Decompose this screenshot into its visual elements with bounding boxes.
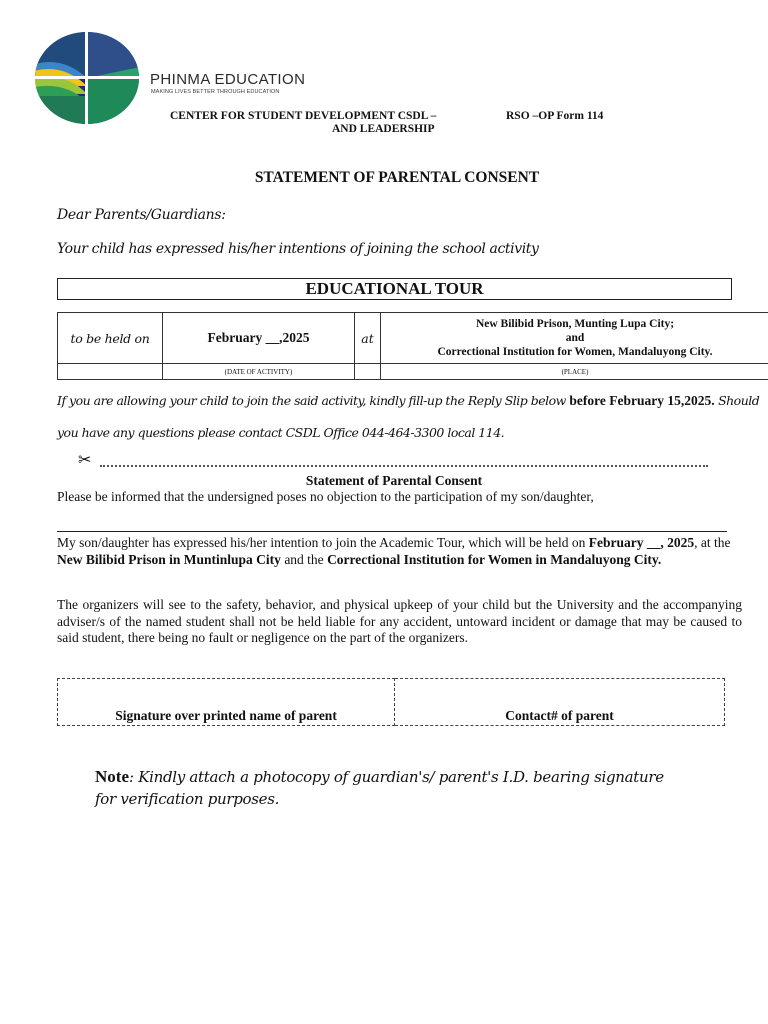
and-the-text: and the [284, 551, 324, 567]
inform-paragraph: Please be informed that the undersigned poses no objection to the participation of my son/daughter, [57, 489, 594, 504]
brand-tagline: MAKING LIVES BETTER THROUGH EDUCATION [151, 89, 280, 95]
note-text: : Kindly attach a photocopy of guardian's/ parent's I.D. bearing signature for verification purposes. [95, 768, 664, 808]
intro-text: Your child has expressed his/her intentions of joining the school activity [57, 241, 539, 257]
contact-instruction: you have any questions please contact CSDL Office 044-464-3300 local 114. [57, 425, 505, 440]
at-the-text: , at the [694, 535, 731, 550]
venue-two: Correctional Institution for Women in Mandaluyong City. [327, 551, 662, 567]
contact-field[interactable]: Contact# of parent [395, 679, 725, 726]
signature-table [57, 678, 725, 726]
expressed-paragraph [57, 535, 742, 568]
activity-details-table [57, 312, 768, 380]
reply-deadline: before February 15,2025. [569, 393, 715, 408]
child-name-blank-line[interactable] [57, 531, 727, 532]
expressed-date: February __, 2025 [588, 535, 695, 550]
salutation: Dear Parents/Guardians: [57, 207, 226, 223]
reply-instruction [57, 393, 759, 409]
venue-one: New Bilibid Prison in Muntinlupa City [57, 551, 281, 567]
office-name-line2: AND LEADERSHIP [332, 123, 435, 135]
date-value: February __,2025 [163, 313, 355, 364]
activity-name-box: EDUCATIONAL TOUR [57, 278, 732, 300]
brand-name: PHINMA EDUCATION [150, 71, 306, 88]
reply-slip-title: Statement of Parental Consent [305, 473, 483, 488]
details-row [58, 313, 768, 364]
place-caption: (PLACE) [381, 364, 768, 380]
expressed-text: My son/daughter has expressed his/her intention to join the Academic Tour, which will be held on [57, 535, 586, 550]
office-name [170, 110, 436, 136]
empty-cell [355, 364, 381, 380]
phinma-education-logo-icon [30, 26, 145, 126]
reply-instruction-tail: Should [718, 393, 760, 408]
reply-instruction-text: If you are allowing your child to join the said activity, kindly fill-up the Reply Slip below [57, 393, 566, 408]
cut-line [100, 465, 708, 467]
scissors-icon: ✂ [78, 450, 92, 469]
note [95, 766, 675, 810]
caption-row [58, 364, 768, 380]
at-label: at [355, 313, 381, 364]
form-number: RSO –OP Form 114 [506, 110, 604, 122]
office-name-line1: CENTER FOR STUDENT DEVELOPMENT CSDL – [170, 110, 437, 122]
organizers-paragraph: The organizers will see to the safety, behavior, and physical upkeep of your child but the University and the accompanying adviser/s of the named student shall not be held liable for any accident, untoward incident or damage that may be caused to said student, there being no fault or negligence on the part of the organizers. [57, 597, 742, 645]
note-label: Note [95, 767, 129, 786]
place-line2: and [565, 332, 585, 344]
empty-cell [58, 364, 163, 380]
place-line3: Correctional Institution for Women, Mandaluyong City. [437, 346, 713, 358]
signature-field[interactable]: Signature over printed name of parent [58, 679, 395, 726]
place-line1: New Bilibid Prison, Munting Lupa City; [475, 318, 675, 330]
document-title: STATEMENT OF PARENTAL CONSENT [254, 169, 540, 186]
place-value [381, 313, 768, 364]
date-caption: (DATE OF ACTIVITY) [163, 364, 355, 380]
held-on-label: to be held on [58, 313, 163, 364]
signature-row [58, 679, 725, 726]
